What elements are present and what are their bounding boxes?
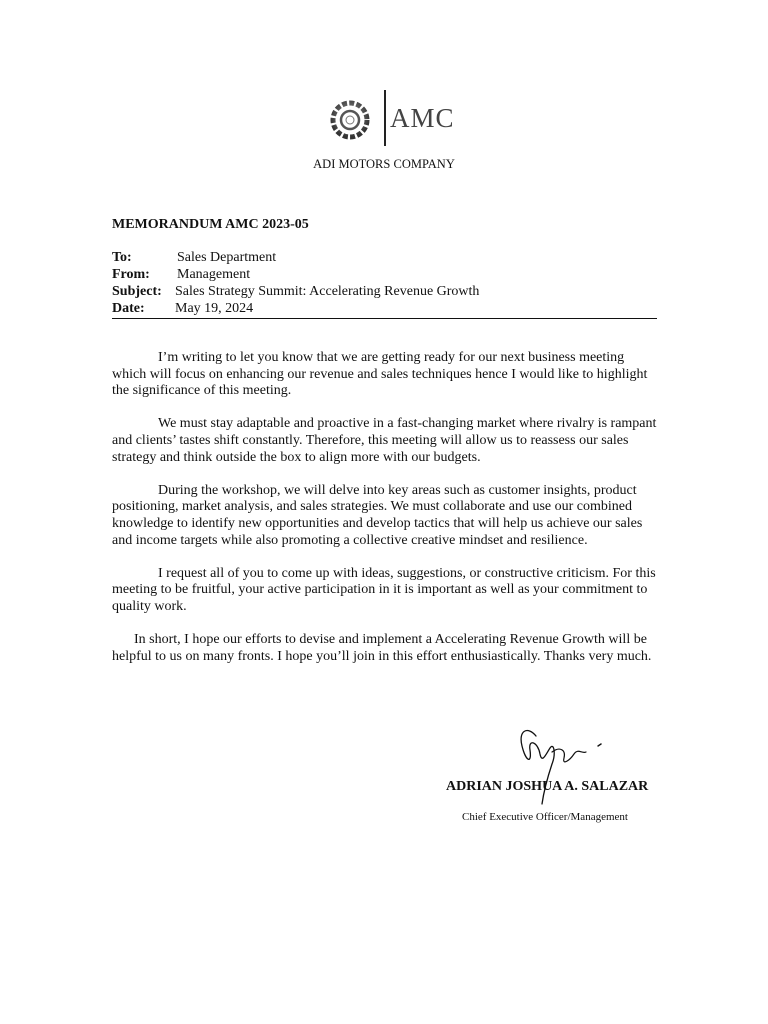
to-row (112, 249, 657, 266)
body-paragraph: We must stay adaptable and proactive in a fast-changing market where rivalry is rampant and clients’ tastes shift constantly. Therefore, this meeting will allow us to reassess our sales strategy and think outside the box to align more with our budgets. (112, 416, 657, 465)
subject-value: Sales Strategy Summit: Accelerating Revenue Growth (175, 284, 480, 299)
to-value: Sales Department (177, 250, 277, 265)
from-label: From: (112, 267, 150, 282)
to-label: To: (112, 250, 132, 265)
signer-title: Chief Executive Officer/Management (462, 811, 628, 823)
logo-text: AMC (390, 103, 455, 133)
subject-row (112, 283, 657, 300)
from-value: Management (177, 267, 251, 282)
amc-emblem-icon (330, 100, 370, 140)
signer-name: ADRIAN JOSHUA A. SALAZAR (446, 779, 649, 794)
date-value: May 19, 2024 (175, 301, 254, 316)
company-logo (330, 90, 460, 150)
subject-label: Subject: (112, 284, 162, 299)
body-paragraph: I request all of you to come up with ideas, suggestions, or constructive criticism. For this meeting to be fruitful, your active participation in it is important as well as your commitment to quality work. (112, 565, 656, 614)
logo-divider (384, 90, 386, 146)
memo-header (112, 249, 657, 319)
body-paragraph: I’m writing to let you know that we are getting ready for our next business meeting which will focus on enhancing our revenue and sales techniques hence I would like to highlight the significance of this meeting. (112, 350, 648, 399)
date-row (112, 300, 657, 317)
from-row (112, 266, 657, 283)
body-paragraph: In short, I hope our efforts to devise and implement a Accelerating Revenue Growth will be helpful to us on many fronts. I hope you’ll join in this effort enthusiastically. Thanks very much. (112, 632, 652, 664)
body-paragraph: During the workshop, we will delve into key areas such as customer insights, product positioning, market analysis, and sales strategies. We must collaborate and use our combined knowledge to identify new opportunities and develop tactics that will help us achieve our sales and income targets while also promoting a collective creative mindset and resilience. (112, 482, 643, 548)
date-label: Date: (112, 301, 145, 316)
memo-body (112, 350, 657, 682)
memo-title: MEMORANDUM AMC 2023-05 (112, 217, 309, 232)
company-name: ADI MOTORS COMPANY (313, 157, 455, 171)
